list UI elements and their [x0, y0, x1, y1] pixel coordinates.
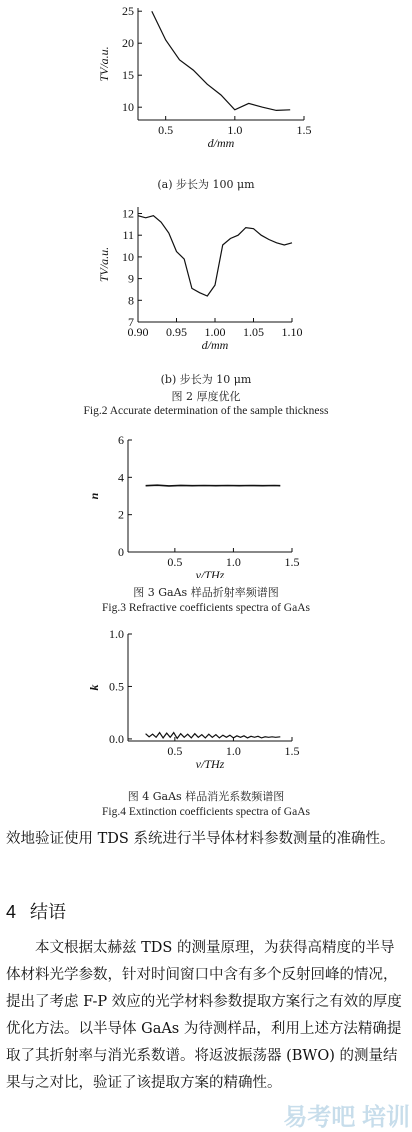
x-tick-label: 0.95 — [166, 325, 187, 339]
y-tick-label: 20 — [122, 36, 134, 51]
section-heading — [6, 898, 66, 924]
caption-fig2-cn: 图 2 厚度优化 — [171, 390, 241, 403]
series-line — [146, 733, 281, 739]
x-tick-label: 1.5 — [296, 123, 312, 137]
x-axis-label: d/mm — [207, 136, 235, 150]
y-axis-label: n — [87, 492, 101, 500]
y-tick-label: 11 — [122, 228, 134, 243]
y-tick-label: 0.5 — [109, 679, 124, 694]
chart-thickness-100um — [0, 0, 412, 170]
x-tick-label: 1.05 — [243, 325, 264, 339]
x-tick-label: 1.10 — [281, 325, 303, 339]
x-tick-label: 0.5 — [167, 744, 183, 758]
y-axis-label: TV/a.u. — [97, 46, 111, 82]
y-tick-label: 6 — [118, 433, 124, 447]
x-axis-label: d/mm — [201, 338, 229, 352]
y-tick-label: 7 — [128, 315, 134, 329]
chart-refractive-index — [0, 430, 412, 578]
y-tick-label: 0.0 — [109, 731, 124, 746]
y-tick-label: 15 — [122, 68, 134, 83]
y-tick-label: 1.0 — [109, 627, 124, 641]
y-tick-label: 0 — [118, 545, 124, 559]
series-line — [146, 485, 281, 486]
y-tick-label: 10 — [122, 249, 134, 264]
y-tick-label: 8 — [128, 293, 134, 308]
y-tick-label: 25 — [122, 4, 134, 19]
caption-sub-b: (b) 步长为 10 μm — [160, 373, 252, 386]
x-tick-label: 1.0 — [225, 744, 241, 758]
caption-fig3-en: Fig.3 Refractive coefficients spectra of GaAs — [102, 602, 310, 614]
paragraph-conclusion: 本文根据太赫兹 TDS 的测量原理，为获得高精度的半导体材料光学参数，针对时间窗口中含有多个反射回峰的情况，提出了考虑 F-P 效应的光学材料参数提取方案行之有效的厚度优化方法。以半导体 GaAs 为待测样品，利用上述方法精确提取了其折射率与消光系数谱。将返波振荡器 (BWO) 的测量结果与之对比，验证了该提取方案的精确性。 — [6, 940, 402, 1091]
x-tick-label: 1.0 — [227, 123, 243, 137]
x-tick-label: 0.5 — [158, 123, 174, 137]
x-tick-label: 0.5 — [167, 555, 183, 569]
y-tick-label: 4 — [118, 470, 124, 485]
y-tick-label: 9 — [128, 271, 134, 286]
y-axis-label: k — [87, 684, 101, 691]
series-line — [138, 216, 292, 296]
watermark-logo: 易考吧 培训 — [283, 1104, 410, 1131]
section-title: 结语 — [30, 902, 67, 923]
x-axis-label: v/THz — [195, 568, 225, 578]
x-tick-label: 1.5 — [284, 555, 300, 569]
y-tick-label: 2 — [118, 507, 124, 522]
caption-fig4-cn: 图 4 GaAs 样品消光系数频谱图 — [127, 790, 285, 803]
caption-fig4-en: Fig.4 Extinction coefficients spectra of GaAs — [101, 806, 310, 818]
x-tick-label: 0.90 — [127, 325, 149, 339]
series-line — [152, 11, 290, 110]
caption-fig3-cn: 图 3 GaAs 样品折射率频谱图 — [133, 586, 279, 599]
y-tick-label: 10 — [122, 100, 134, 115]
caption-sub-a: (a) 步长为 100 μm — [157, 178, 255, 191]
caption-fig2-en: Fig.2 Accurate determination of the sample thickness — [83, 405, 329, 417]
x-axis-label: v/THz — [195, 757, 225, 771]
x-tick-label: 1.00 — [204, 325, 226, 339]
chart-extinction-coefficient — [0, 624, 412, 780]
x-tick-label: 1.5 — [284, 744, 300, 758]
chart-thickness-10um — [0, 195, 412, 365]
y-axis-label: TV/a.u. — [97, 246, 111, 283]
y-tick-label: 12 — [122, 206, 134, 221]
paragraph-continuation: 效地验证使用 TDS 系统进行半导体材料参数测量的准确性。 — [6, 831, 395, 847]
x-tick-label: 1.0 — [225, 555, 241, 569]
section-number: 4 — [6, 902, 17, 922]
